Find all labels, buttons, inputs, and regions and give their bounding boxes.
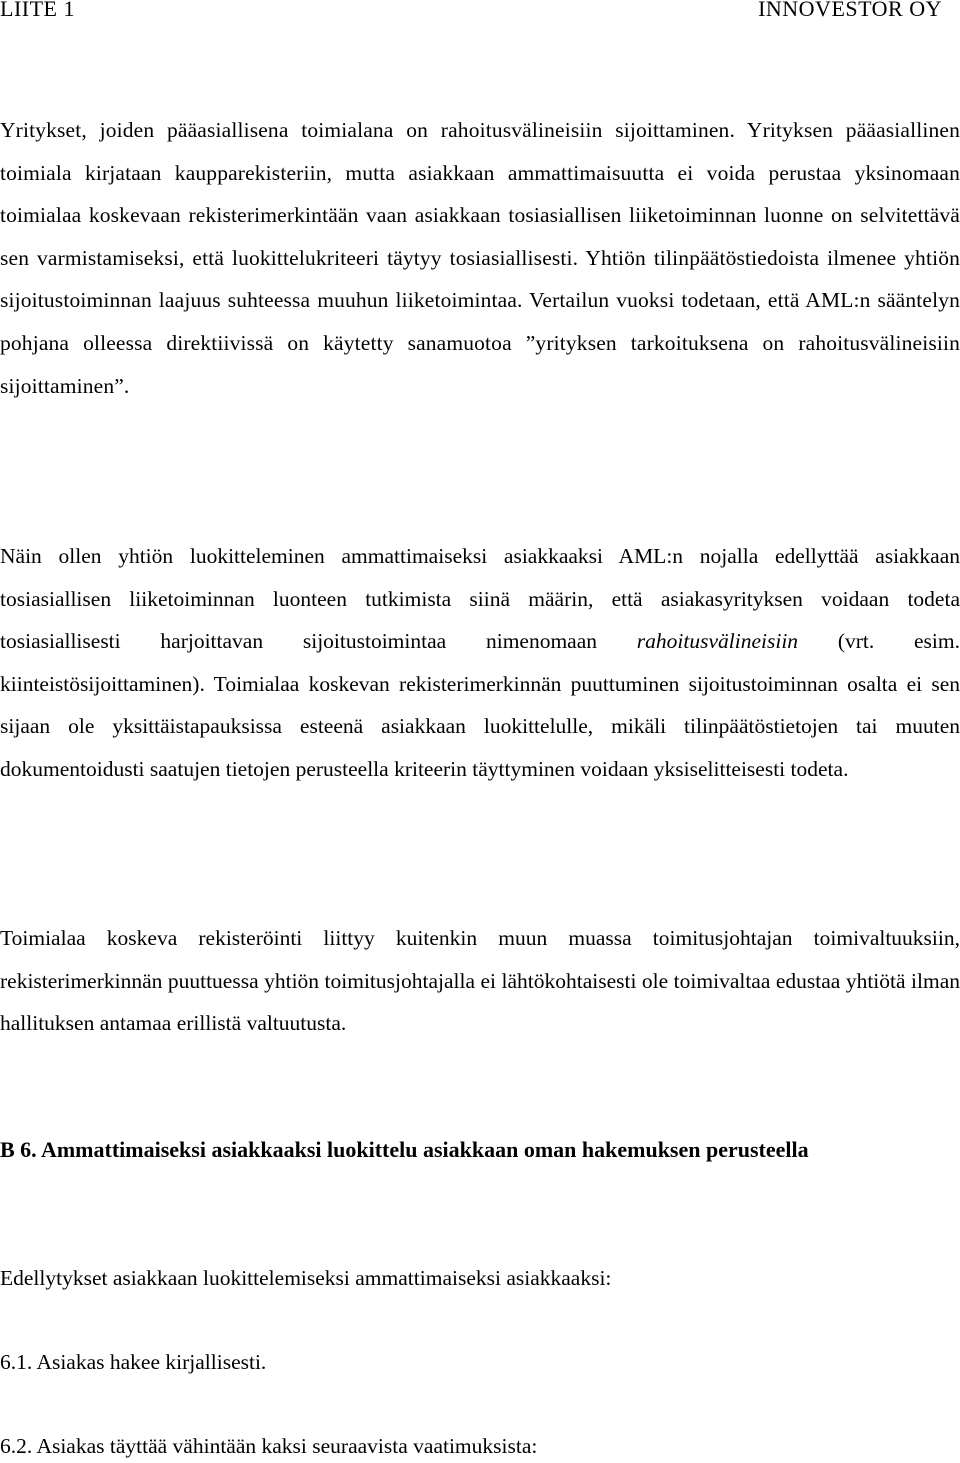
list-item-6-1: 6.1. Asiakas hakee kirjallisesti. bbox=[0, 1350, 267, 1374]
paragraph-classification-text-end: (vrt. esim. kiinteistösijoittaminen). Toimialaa koskevan rekisterimerkinnän puuttuminen sijoitustoiminnan osalta ei sen sijaan ole yksittäistapauksissa esteenä asiakkaan luokittelulle, mikäli tilinpäätöstietojen tai muuten dokumentoidusti saatujen tietojen perusteella kriteerin täyttyminen voidaan yksiselitteisesti todeta. bbox=[0, 629, 960, 781]
paragraph-main-business: Yritykset, joiden pääasiallisena toimialana on rahoitusvälineisiin sijoittaminen. Yrityksen pääasiallinen toimiala kirjataan kaupparekisteriin, mutta asiakkaan ammattimaisuutta ei voida perustaa yksinomaan toimialaa koskevaan rekisterimerkintään vaan asiakkaan tosiasiallisen liiketoiminnan luonne on selvitettävä sen varmistamiseksi, että luokittelukriteeri täytyy tosiasiallisesti. Yhtiön tilinpäätöstiedoista ilmenee yhtiön sijoitustoiminnan laajuus suhteessa muuhun liiketoimintaa. Vertailun vuoksi todetaan, että AML:n sääntelyn pohjana olleessa direktiivissä on käytetty sanamuotoa ”yrityksen tarkoituksena on rahoitusvälineisiin sijoittaminen”. bbox=[0, 118, 960, 398]
section-heading: B 6. Ammattimaiseksi asiakkaaksi luokittelu asiakkaan oman hakemuksen perusteella bbox=[0, 1137, 809, 1162]
header-company-name: INNOVESTOR OY bbox=[758, 0, 942, 21]
list-item-6-2: 6.2. Asiakas täyttää vähintään kaksi seuraavista vaatimuksista: bbox=[0, 1434, 538, 1458]
header-appendix-label: LIITE 1 bbox=[0, 0, 75, 21]
paragraph-classification-emphasis: rahoitusvälineisiin bbox=[636, 629, 799, 654]
paragraph-classification-text-start: Näin ollen yhtiön luokitteleminen ammattimaiseksi asiakkaaksi AML:n nojalla edellyttää asiakkaan tosiasiallisen liiketoiminnan luonteen tutkimista siinä määrin, että asiakasyrityksen voidaan todeta tosiasiallisesti harjoittavan sijoitustoimintaa nimenomaan bbox=[0, 544, 960, 654]
paragraph-registration: Toimialaa koskeva rekisteröinti liittyy kuitenkin muun muassa toimitusjohtajan toimivaltuuksiin, rekisterimerkinnän puuttuessa yhtiön toimitusjohtajalla ei lähtökohtaisesti ole toimivaltaa edustaa yhtiötä ilman hallituksen antamaa erillistä valtuutusta. bbox=[0, 926, 960, 1036]
section-intro: Edellytykset asiakkaan luokittelemiseksi ammattimaiseksi asiakkaaksi: bbox=[0, 1266, 612, 1290]
paragraph-classification bbox=[0, 535, 960, 791]
